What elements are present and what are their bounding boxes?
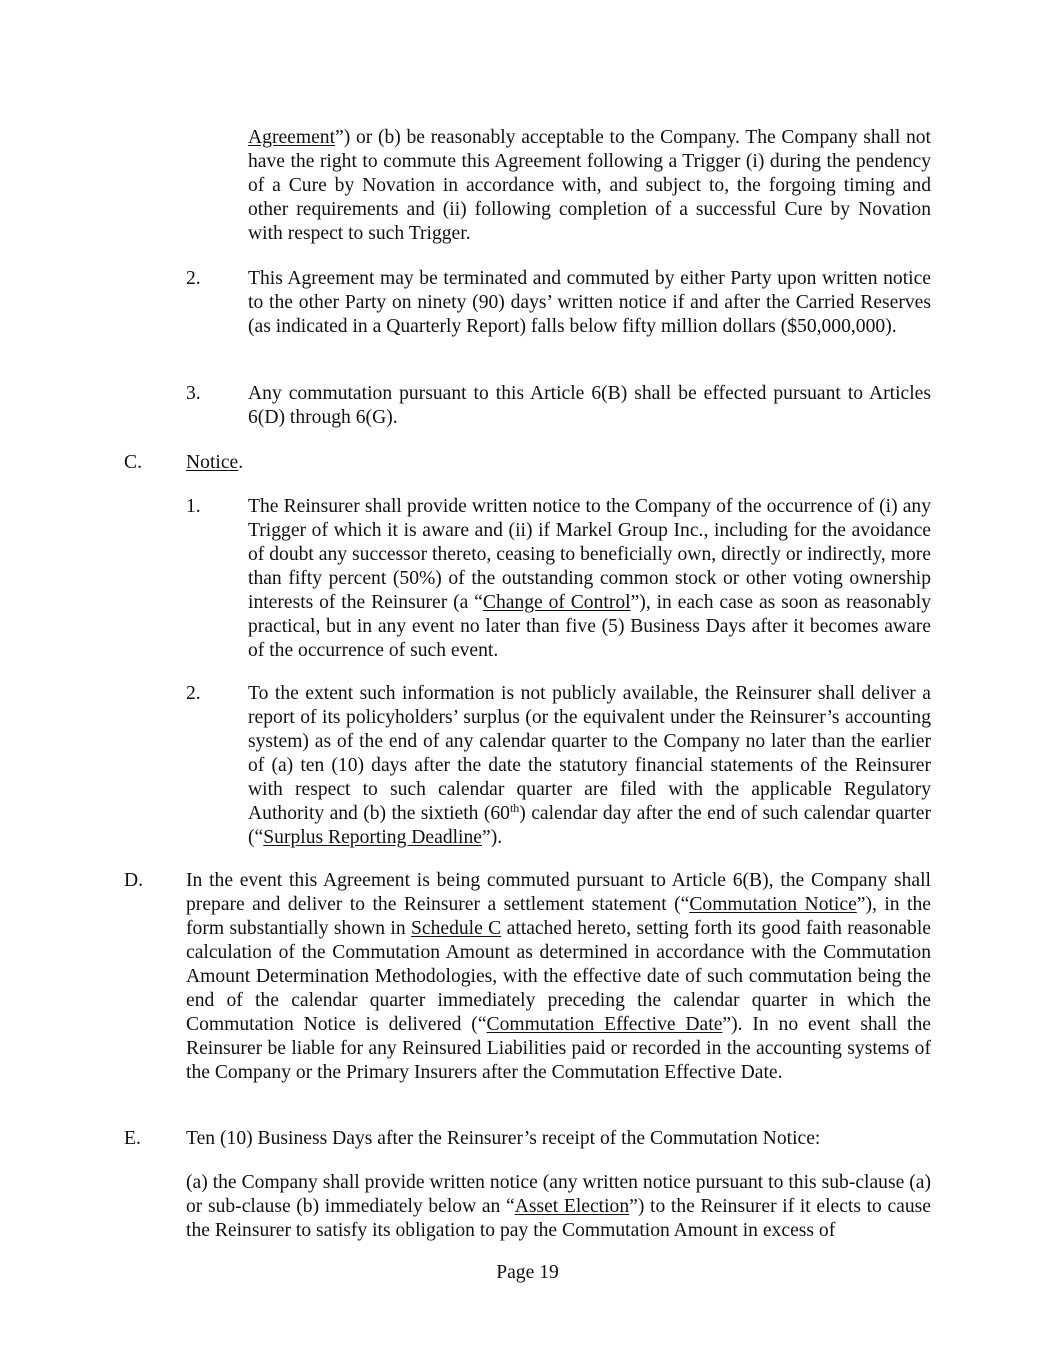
item-number: 3. <box>186 383 201 404</box>
item-number: 2. <box>186 683 201 704</box>
section-c-heading: Notice. <box>186 452 244 473</box>
item-number: 2. <box>186 268 201 289</box>
defined-term: Surplus Reporting Deadline <box>263 827 482 848</box>
defined-term: Asset Election <box>514 1196 630 1217</box>
continuation-paragraph <box>248 126 931 246</box>
section-letter: D. <box>124 870 144 891</box>
clause-c2-text: To the extent such information is not publicly available, the Reinsurer shall deliver a report of its policyholders’ surplus (or the equivalent under the Reinsurer’s accounting system) as of the end of any calendar quarter to the Company no later than the earlier of (a) ten (10) days after the date the statutory financial statements of the Reinsurer with respect to such calendar quarter are filed with the applicable Regulatory Authority and (b) the sixtieth (60th) calendar day after the end of such calendar quarter (“Surplus Reporting Deadline”). <box>248 683 931 848</box>
section-d-text: In the event this Agreement is being commuted pursuant to Article 6(B), the Company shall prepare and deliver to the Reinsurer a settlement statement (“Commutation Notice”), in the form substantially shown in Schedule C attached hereto, setting forth its good faith reasonable calculation of the Commutation Amount as determined in accordance with the Commutation Amount Determination Methodologies, with the effective date of such commutation being the end of the calendar quarter immediately preceding the calendar quarter in which the Commutation Notice is delivered (“Commutation Effective Date”). In no event shall the Reinsurer be liable for any Reinsured Liabilities paid or recorded in the accounting systems of the Company or the Primary Insurers after the Commutation Effective Date. <box>186 870 931 1083</box>
defined-term: Change of Control <box>482 592 631 613</box>
section-letter: C. <box>124 452 142 473</box>
clause-b3-text: Any commutation pursuant to this Article 6(B) shall be effected pursuant to Articles 6(D) through 6(G). <box>248 383 931 428</box>
defined-term: Agreement <box>248 127 336 148</box>
section-e-subclause-a: (a) the Company shall provide written notice (any written notice pursuant to this sub-clause (a) or sub-clause (b) immediately below an “Asset Election”) to the Reinsurer if it elects to cause the Reinsurer to satisfy its obligation to pay the Commutation Amount in excess of <box>186 1172 931 1241</box>
paragraph-text: ”) or (b) be reasonably acceptable to the Company. The Company shall not have the right to commute this Agreement following a Trigger (i) during the pendency of a Cure by Novation in accordance with, and subject to, the forgoing timing and other requirements and (ii) following completion of a successful Cure by Novation with respect to such Trigger. <box>248 127 931 244</box>
clause-c1-text: The Reinsurer shall provide written notice to the Company of the occurrence of (i) any Trigger of which it is aware and (ii) if Markel Group Inc., including for the avoidance of doubt any successor thereto, ceasing to beneficially own, directly or indirectly, more than fifty percent (50%) of the outstanding common stock or other voting ownership interests of the Reinsurer (a “Change of Control”), in each case as soon as reasonably practical, but in any event no later than five (5) Business Days after it becomes aware of the occurrence of such event. <box>248 496 932 661</box>
heading-text: Notice <box>186 452 239 473</box>
section-e-text: Ten (10) Business Days after the Reinsurer’s receipt of the Commutation Notice: <box>186 1128 821 1149</box>
clause-b2-text: This Agreement may be terminated and commuted by either Party upon written notice to the other Party on ninety (90) days’ written notice if and after the Carried Reserves (as indicated in a Quarterly Report) falls below fifty million dollars ($50,000,000). <box>248 268 931 337</box>
defined-term: Commutation Notice <box>689 894 857 915</box>
defined-term: Commutation Effective Date <box>486 1014 723 1035</box>
page-number: Page 19 <box>496 1262 559 1283</box>
section-letter: E. <box>124 1128 141 1149</box>
item-number: 1. <box>186 496 201 517</box>
schedule-reference: Schedule C <box>411 918 502 939</box>
